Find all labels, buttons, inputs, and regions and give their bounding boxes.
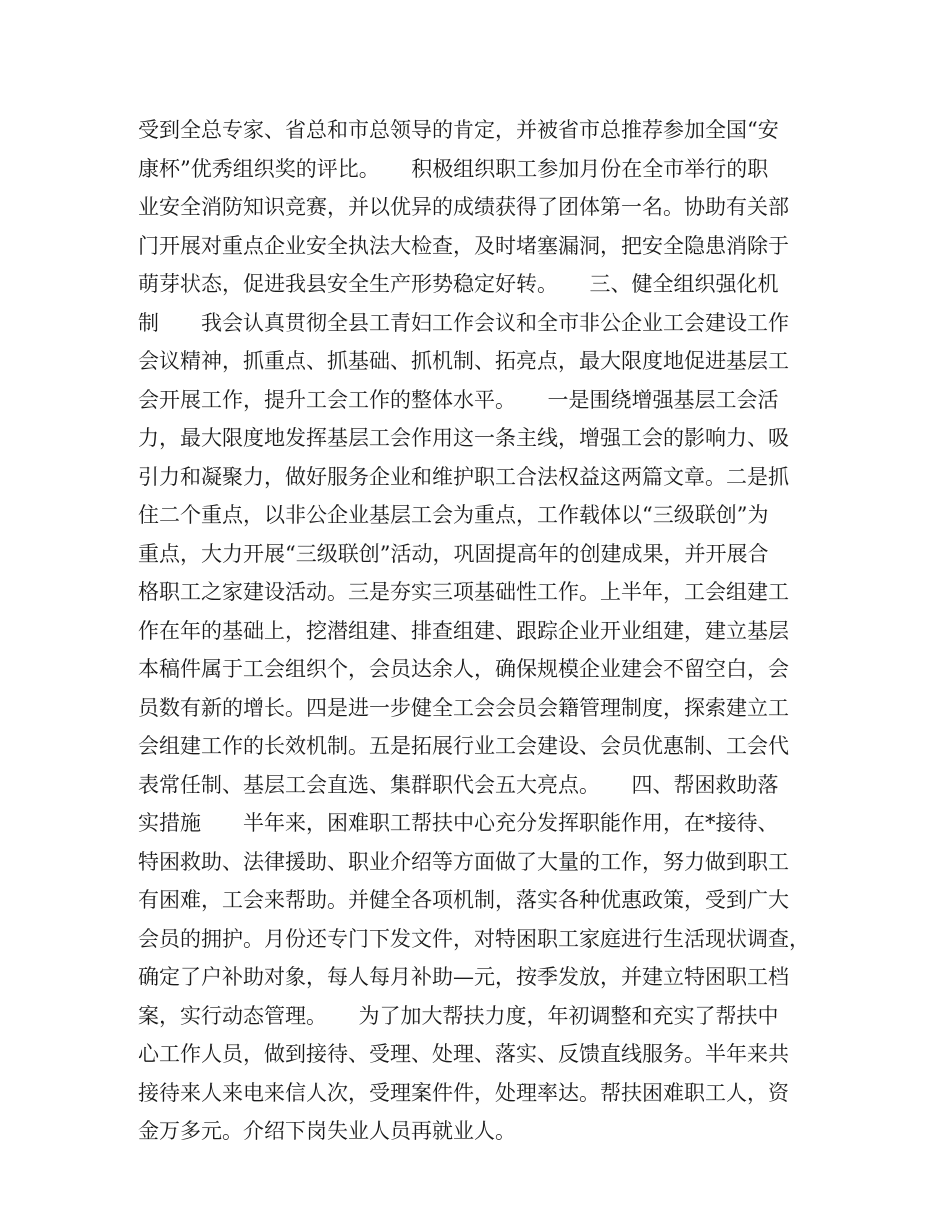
- text-line: 会组建工作的长效机制。五是拓展行业工会建设、会员优惠制、工会代: [138, 734, 789, 758]
- text-line: 门开展对重点企业安全执法大检查，及时堵塞漏洞，把安全隐患消除于: [138, 233, 789, 258]
- text-line: 员数有新的增长。四是进一步健全工会会员会籍管理制度，探索建立工: [138, 695, 789, 720]
- text-line: 力，最大限度地发挥基层工会作用这一条主线，增强工会的影响力、吸: [138, 426, 789, 450]
- text-line: 表常任制、基层工会直选、集群职代会五大亮点。 四、帮困救助落: [138, 772, 779, 797]
- text-line: 重点，大力开展“三级联创”活动，巩固提高年的创建成果，并开展合: [138, 541, 769, 566]
- text-line: 引力和凝聚力，做好服务企业和维护职工合法权益这两篇文章。二是抓: [138, 464, 789, 489]
- text-line: 心工作人员，做到接待、受理、处理、落实、反馈直线服务。半年来共: [138, 1042, 789, 1066]
- text-line: 实措施 半年来，困难职工帮扶中心充分发挥职能作用，在*接待、: [138, 811, 779, 835]
- body-text: [138, 111, 818, 1151]
- text-line: 格职工之家建设活动。三是夯实三项基础性工作。上半年，工会组建工: [138, 580, 789, 604]
- text-line: 业安全消防知识竞赛，并以优异的成绩获得了团体第一名。协助有关部: [138, 195, 789, 219]
- text-line: 住二个重点，以非公企业基层工会为重点，工作载体以“三级联创”为: [138, 503, 769, 527]
- text-line: 确定了户补助对象，每人每月补助—元，按季发放，并建立特困职工档: [138, 965, 789, 989]
- text-line: 受到全总专家、省总和市总领导的肯定，并被省市总推荐参加全国“安: [138, 118, 779, 142]
- text-line: 作在年的基础上，挖潜组建、排查组建、跟踪企业开业组建，建立基层: [138, 618, 789, 643]
- text-line: 接待来人来电来信人次，受理案件件，处理率达。帮扶困难职工人，资: [138, 1080, 789, 1105]
- text-line: 本稿件属于工会组织个，会员达余人，确保规模企业建会不留空白，会: [138, 657, 789, 681]
- text-line: 制 我会认真贯彻全县工青妇工作会议和全市非公企业工会建设工作: [138, 310, 789, 335]
- text-line: 康杯”优秀组织奖的评比。 积极组织职工参加月份在全市举行的职: [138, 156, 769, 181]
- text-line: 会员的拥护。月份还专门下发文件，对特困职工家庭进行生活现状调查，: [138, 926, 810, 951]
- text-line: 金万多元。介绍下岗失业人员再就业人。: [138, 1119, 516, 1143]
- text-line: 特困救助、法律援助、职业介绍等方面做了大量的工作，努力做到职工: [138, 849, 789, 874]
- text-line: 萌芽状态，促进我县安全生产形势稳定好转。 三、健全组织强化机: [138, 272, 779, 296]
- text-line: 案，实行动态管理。 为了加大帮扶力度，年初调整和充实了帮扶中: [138, 1003, 779, 1028]
- text-line: 会开展工作，提升工会工作的整体水平。 一是围绕增强基层工会活: [138, 387, 779, 412]
- text-line: 会议精神，抓重点、抓基础、抓机制、拓亮点，最大限度地促进基层工: [138, 349, 789, 373]
- text-line: 有困难，工会来帮助。并健全各项机制，落实各种优惠政策，受到广大: [138, 888, 789, 912]
